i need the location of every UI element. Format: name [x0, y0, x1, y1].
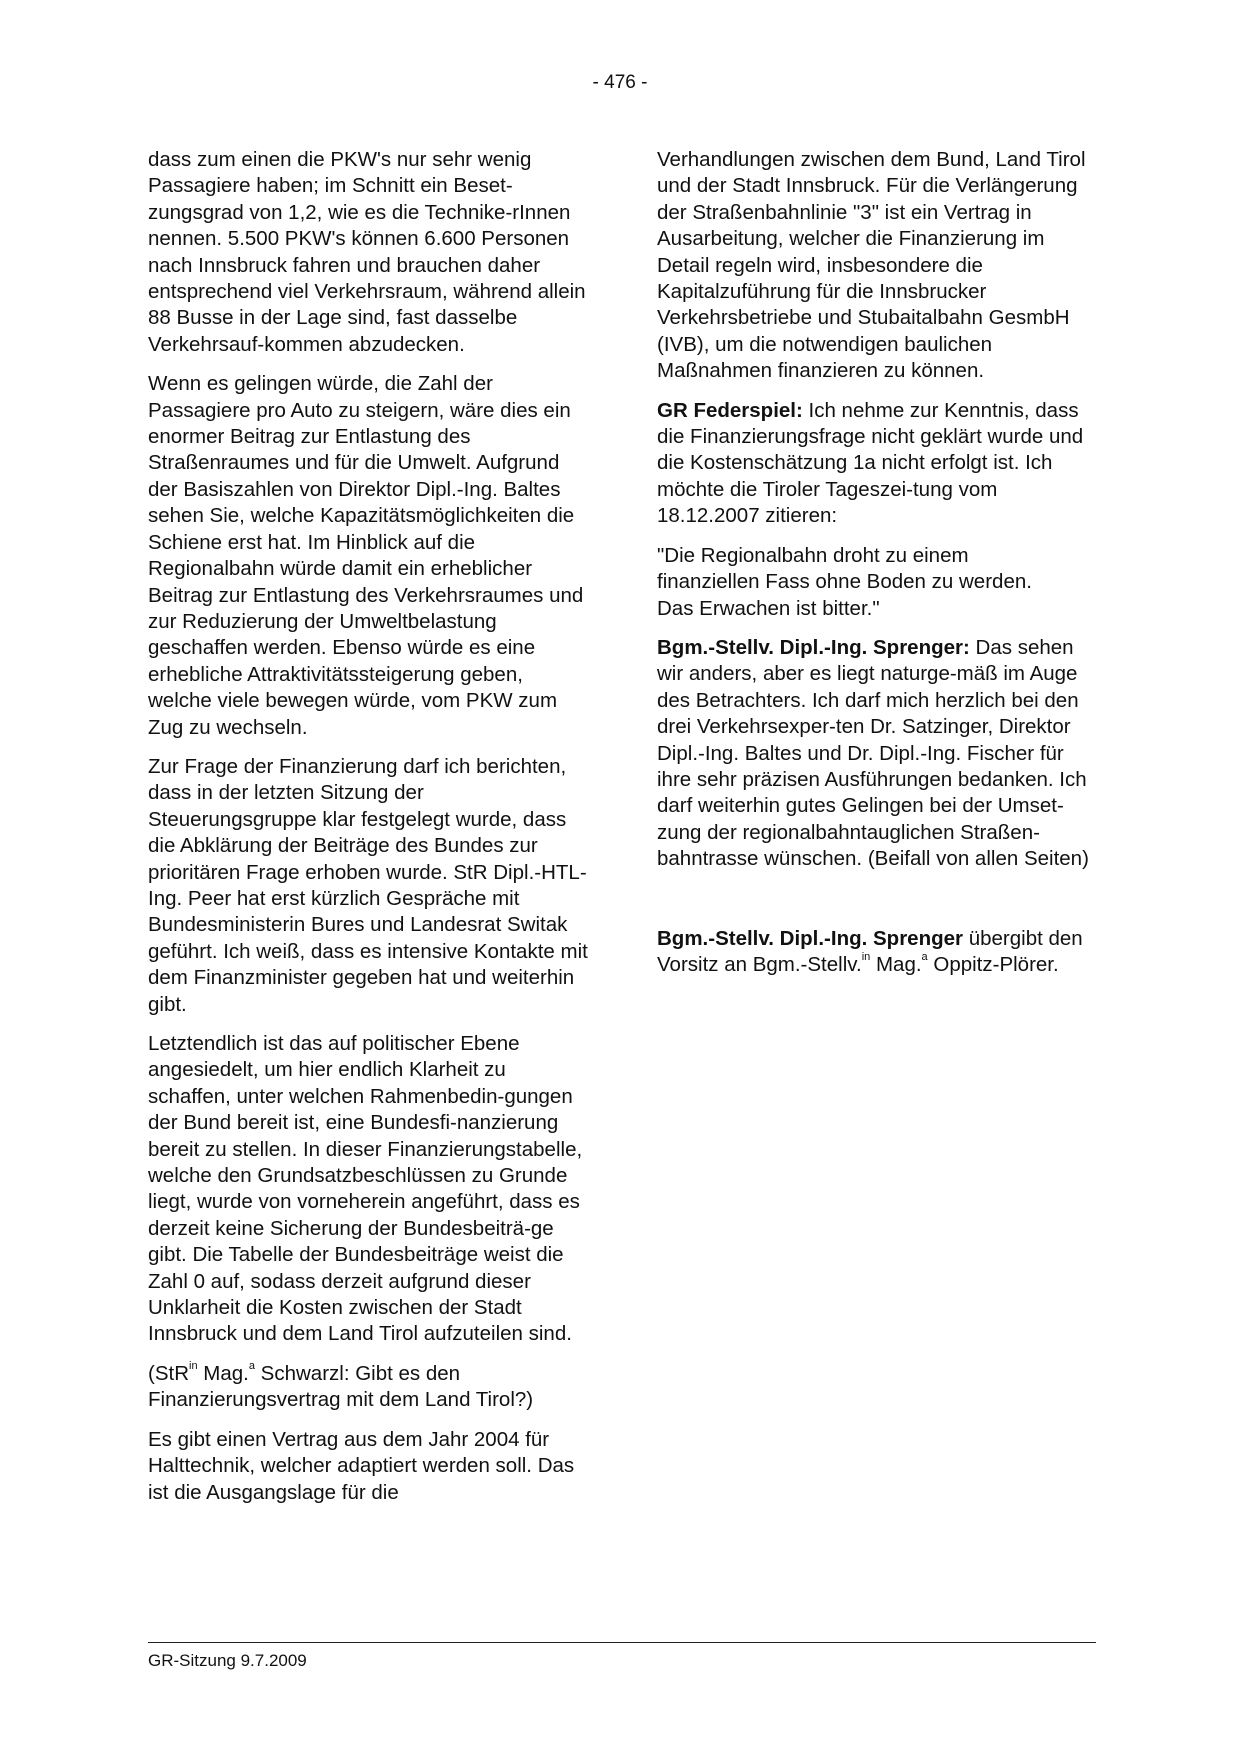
paragraph: Verhandlungen zwischen dem Bund, Land Tirol und der Stadt Innsbruck. Für die Verlängerung der Straßenbahnlinie "3" ist ein Vertrag in Ausarbeitung, welcher die Finanzierung im Detail regeln wird, insbesondere die Kapitalzuführung für die Innsbrucker Verkehrsbetriebe und Stubaitalbahn GesmbH (IVB), um die notwendigen baulichen Maßnahmen finanzieren zu können.	[657, 148, 1086, 383]
interjection-text: Schwarzl: Gibt es den Finanzierungsvertrag mit dem Land Tirol?)	[148, 1361, 534, 1412]
superscript: a	[921, 951, 928, 964]
paragraph: Es gibt einen Vertrag aus dem Jahr 2004 für Halttechnik, welcher adaptiert werden soll. Das ist die Ausgangslage für die	[148, 1427, 575, 1504]
footer-text: GR-Sitzung 9.7.2009	[148, 1651, 307, 1670]
left-column	[148, 147, 588, 1519]
quote-line: finanziellen Fass ohne Boden zu werden.	[657, 570, 1032, 594]
paragraph: dass zum einen die PKW's nur sehr wenig Passagiere haben; im Schnitt ein Beset-zungsgrad von 1,2, wie es die Technike-rInnen nennen. 5.500 PKW's können 6.600 Personen nach Innsbruck fahren und brauchen daher entsprechend viel Verkehrsraum, während allein 88 Busse in der Lage sind, fast dasselbe Verkehrsauf-kommen abzudecken.	[148, 148, 586, 356]
speaker-name: GR Federspiel:	[657, 398, 803, 422]
interjection-text: (StR	[148, 1361, 189, 1385]
speaker-text: Das sehen wir anders, aber es liegt naturge-mäß im Auge des Betrachters. Ich darf mich herzlich bei den drei Verkehrsexper-ten Dr. Satzinger, Direktor Dipl.-Ing. Baltes und Dr. Dipl.-Ing. Fischer für ihre sehr präzisen Ausführungen bedanken. Ich darf weiterhin gutes Gelingen bei der Umset-zung der regionalbahntauglichen Straßen-bahntrasse wünschen. (Beifall von allen Seiten)	[657, 635, 1089, 871]
handover-text: Mag.	[870, 952, 922, 976]
footer-divider	[148, 1642, 1096, 1643]
quote-line: "Die Regionalbahn droht zu einem	[657, 543, 969, 567]
quote	[657, 543, 1097, 622]
paragraph: Letztendlich ist das auf politischer Ebene angesiedelt, um hier endlich Klarheit zu schaffen, unter welchen Rahmenbedin-gungen der Bund bereit ist, eine Bundesfi-nanzierung bereit zu stellen. In dieser Finanzierungstabelle, welche den Grundsatzbeschlüssen zu Grunde liegt, wurde von vorneherein angeführt, dass es derzeit keine Sicherung der Bundesbeiträ-ge gibt. Die Tabelle der Bundesbeiträge weist die Zahl 0 auf, sodass derzeit aufgrund dieser Unklarheit die Kosten zwischen der Stadt Innsbruck und dem Land Tirol aufzuteilen sind.	[148, 1032, 583, 1346]
spacer	[657, 886, 1097, 926]
page-number: - 476 -	[592, 72, 648, 93]
right-column	[657, 147, 1097, 991]
superscript: a	[248, 1360, 255, 1373]
superscript: in	[861, 951, 871, 964]
handover-text: Oppitz-Plörer.	[927, 952, 1059, 976]
speaker-paragraph	[657, 635, 1097, 873]
paragraph: Zur Frage der Finanzierung darf ich berichten, dass in der letzten Sitzung der Steuerungsgruppe klar festgelegt wurde, dass die Abklärung der Beiträge des Bundes zur prioritären Frage erhoben wurde. StR Dipl.-HTL-Ing. Peer hat erst kürzlich Gespräche mit Bundesministerin Bures und Landesrat Switak geführt. Ich weiß, dass es intensive Kontakte mit dem Finanzminister gegeben hat und weiterhin gibt.	[148, 754, 588, 1016]
quote-line: Das Erwachen ist bitter."	[657, 596, 880, 620]
paragraph: Wenn es gelingen würde, die Zahl der Passagiere pro Auto zu steigern, wäre dies ein enormer Beitrag zur Entlastung des Straßenraumes und für die Umwelt. Aufgrund der Basiszahlen von Direktor Dipl.-Ing. Baltes sehen Sie, welche Kapazitätsmöglichkeiten die Schiene erst hat. Im Hinblick auf die Regionalbahn würde damit ein erheblicher Beitrag zur Entlastung des Verkehrsraumes und zur Reduzierung der Umweltbelastung geschaffen werden. Ebenso würde es eine erhebliche Attraktivitätssteigerung geben, welche viele bewegen würde, vom PKW zum Zug zu wechseln.	[148, 372, 584, 739]
speaker-name: Bgm.-Stellv. Dipl.-Ing. Sprenger	[657, 926, 964, 950]
speaker-name: Bgm.-Stellv. Dipl.-Ing. Sprenger:	[657, 635, 970, 659]
interjection-paragraph	[148, 1361, 588, 1414]
speaker-paragraph	[657, 398, 1097, 530]
chair-handover-paragraph	[657, 926, 1097, 979]
speaker-text: Ich nehme zur Kenntnis, dass die Finanzierungsfrage nicht geklärt wurde und die Kostenschätzung 1a nicht erfolgt ist. Ich möchte die Tiroler Tageszei-tung vom 18.12.2007 zitieren:	[657, 398, 1084, 528]
interjection-text: Mag.	[197, 1361, 249, 1385]
handover-text: übergibt den Vorsitz an Bgm.-Stellv.	[657, 926, 1083, 976]
superscript: in	[189, 1360, 198, 1373]
